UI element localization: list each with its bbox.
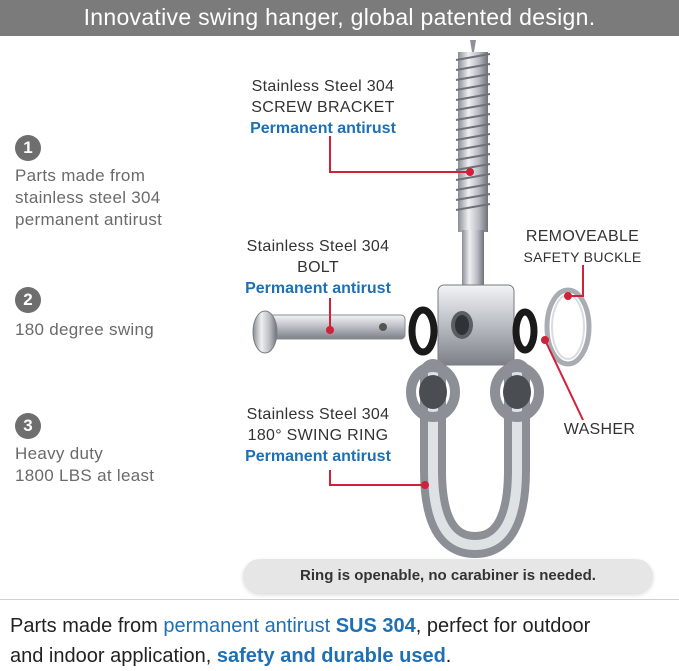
label-line: Stainless Steel 304 — [251, 78, 395, 95]
left-washer-icon — [412, 310, 434, 352]
swing-ring-icon — [411, 367, 539, 545]
safety-buckle-label — [515, 227, 650, 267]
feature-number-badge: 1 — [15, 135, 41, 161]
feature-number-badge: 3 — [15, 413, 41, 439]
feature-1 — [15, 135, 235, 231]
label-line: SCREW BRACKET — [251, 99, 395, 116]
label-line: 180° SWING RING — [247, 427, 389, 444]
swing-ring-label — [228, 404, 408, 467]
bolt-label — [228, 236, 408, 299]
safety-buckle-icon — [547, 290, 589, 364]
feature-3 — [15, 413, 235, 487]
label-antirust: Permanent antirust — [245, 280, 391, 297]
footer-segment: . — [445, 645, 452, 667]
feature-line: 1800 LBS at least — [15, 466, 155, 485]
feature-text — [15, 165, 235, 231]
footer-highlight: SUS 304 — [335, 615, 416, 637]
feature-line: Parts made from — [15, 166, 146, 185]
screw-bracket-icon — [438, 40, 514, 365]
footer-highlight: permanent antirust — [163, 615, 336, 637]
label-line: SAFETY BUCKLE — [523, 249, 642, 265]
label-line: BOLT — [297, 259, 339, 276]
label-line: Stainless Steel 304 — [246, 406, 390, 423]
right-washer-icon — [516, 312, 534, 350]
footer-highlight: safety and durable used — [216, 645, 446, 667]
label-line: REMOVEABLE — [525, 228, 640, 245]
feature-number-badge: 2 — [15, 287, 41, 313]
label-antirust: Permanent antirust — [250, 120, 396, 137]
feature-line: Heavy duty — [15, 444, 104, 463]
feature-line: stainless steel 304 — [15, 188, 161, 207]
label-line: Stainless Steel 304 — [246, 238, 390, 255]
feature-text — [15, 319, 235, 341]
feature-2 — [15, 287, 235, 341]
footer-segment: Parts made from — [10, 615, 164, 637]
openable-ring-note: Ring is openable, no carabiner is needed. — [243, 559, 653, 593]
screw-bracket-label — [233, 76, 413, 139]
washer-label: WASHER — [563, 421, 636, 438]
label-antirust: Permanent antirust — [245, 448, 391, 465]
divider — [0, 599, 679, 600]
footer-segment: , perfect for outdoor — [415, 615, 591, 637]
footer-segment: and indoor application, — [10, 645, 217, 667]
footer-text — [10, 611, 675, 671]
feature-line: 180 degree swing — [15, 320, 155, 339]
feature-text — [15, 443, 235, 487]
banner-title: Innovative swing hanger, global patented design. — [83, 4, 596, 30]
feature-line: permanent antirust — [15, 210, 163, 229]
